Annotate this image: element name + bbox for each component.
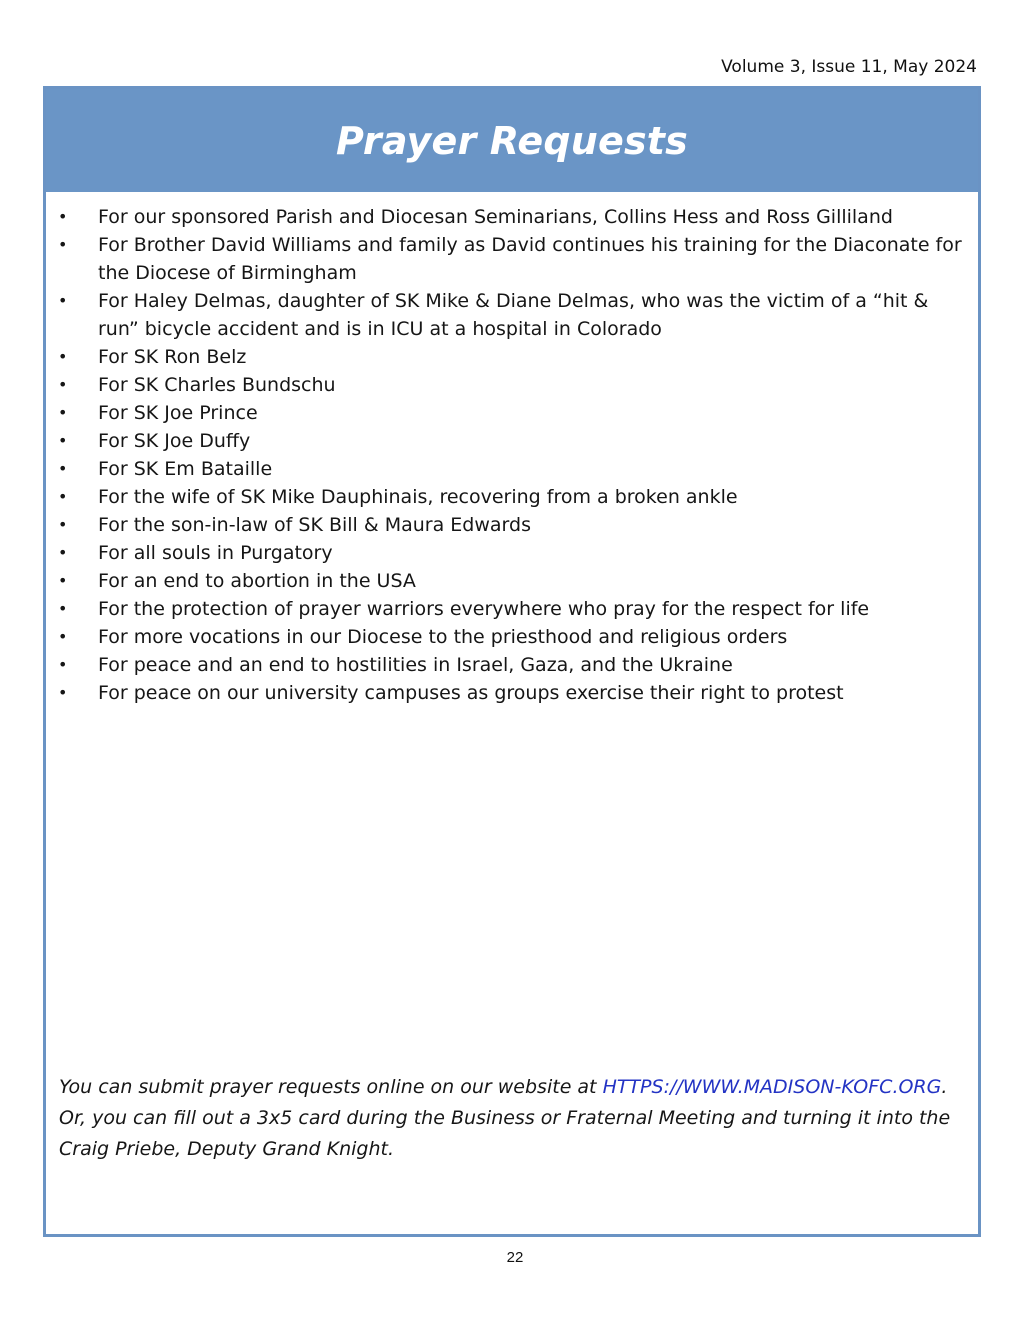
prayer-item xyxy=(58,343,964,371)
bullet-icon: • xyxy=(58,375,68,394)
prayer-text: For SK Joe Prince xyxy=(98,402,258,424)
prayer-item xyxy=(58,287,964,343)
prayer-text: For the wife of SK Mike Dauphinais, recovering from a broken ankle xyxy=(98,486,738,508)
prayer-item xyxy=(58,511,964,539)
bullet-icon: • xyxy=(58,655,68,674)
bullet-icon: • xyxy=(58,347,68,366)
issue-line: Volume 3, Issue 11, May 2024 xyxy=(721,57,977,77)
prayer-item xyxy=(58,595,964,623)
prayer-text: For SK Ron Belz xyxy=(98,346,247,368)
bullet-icon: • xyxy=(58,431,68,450)
prayer-text: For all souls in Purgatory xyxy=(98,542,333,564)
bullet-icon: • xyxy=(58,543,68,562)
prayer-text: For Haley Delmas, daughter of SK Mike & Diane Delmas, who was the victim of a “hit & run” bicycle accident and is in ICU at a hospital in Colorado xyxy=(98,290,929,340)
prayer-item xyxy=(58,455,964,483)
bullet-icon: • xyxy=(58,571,68,590)
bullet-icon: • xyxy=(58,487,68,506)
website-link[interactable]: HTTPS://WWW.MADISON-KOFC.ORG xyxy=(602,1076,942,1098)
prayer-text: For SK Em Bataille xyxy=(98,458,273,480)
prayer-list xyxy=(58,203,964,707)
bullet-icon: • xyxy=(58,207,68,226)
note-tail: . Or, you can fill out a 3x5 card during the Business or Fraternal Meeting and turning it into the Craig Priebe, Deputy Grand Knight. xyxy=(59,1076,951,1160)
bullet-icon: • xyxy=(58,515,68,534)
prayer-item xyxy=(58,399,964,427)
prayer-text: For SK Charles Bundschu xyxy=(98,374,336,396)
prayer-item xyxy=(58,539,964,567)
bullet-icon: • xyxy=(58,683,68,702)
bullet-icon: • xyxy=(58,627,68,646)
prayer-text: For peace and an end to hostilities in Israel, Gaza, and the Ukraine xyxy=(98,654,733,676)
prayer-requests-box xyxy=(43,86,981,1237)
prayer-text: For the protection of prayer warriors everywhere who pray for the respect for life xyxy=(98,598,870,620)
prayer-text: For peace on our university campuses as groups exercise their right to protest xyxy=(98,682,844,704)
prayer-item xyxy=(58,623,964,651)
prayer-item xyxy=(58,651,964,679)
prayer-text: For our sponsored Parish and Diocesan Seminarians, Collins Hess and Ross Gilliland xyxy=(98,206,893,228)
bullet-icon: • xyxy=(58,235,68,254)
bullet-icon: • xyxy=(58,599,68,618)
page-number: 22 xyxy=(506,1249,524,1266)
page-title: Prayer Requests xyxy=(336,118,688,163)
bullet-icon: • xyxy=(58,403,68,422)
prayer-item xyxy=(58,231,964,287)
prayer-item xyxy=(58,567,964,595)
prayer-item xyxy=(58,483,964,511)
prayer-item xyxy=(58,371,964,399)
prayer-text: For an end to abortion in the USA xyxy=(98,570,416,592)
title-banner xyxy=(46,89,978,192)
submission-note xyxy=(59,1072,956,1165)
prayer-text: For SK Joe Duffy xyxy=(98,430,251,452)
prayer-item xyxy=(58,203,964,231)
note-lead: You can submit prayer requests online on our website at xyxy=(59,1076,603,1098)
prayer-item xyxy=(58,427,964,455)
prayer-text: For more vocations in our Diocese to the priesthood and religious orders xyxy=(98,626,788,648)
bullet-icon: • xyxy=(58,459,68,478)
bullet-icon: • xyxy=(58,291,68,310)
prayer-text: For Brother David Williams and family as David continues his training for the Diaconate for the Diocese of Birmingham xyxy=(98,234,962,284)
prayer-item xyxy=(58,679,964,707)
prayer-text: For the son-in-law of SK Bill & Maura Edwards xyxy=(98,514,531,536)
